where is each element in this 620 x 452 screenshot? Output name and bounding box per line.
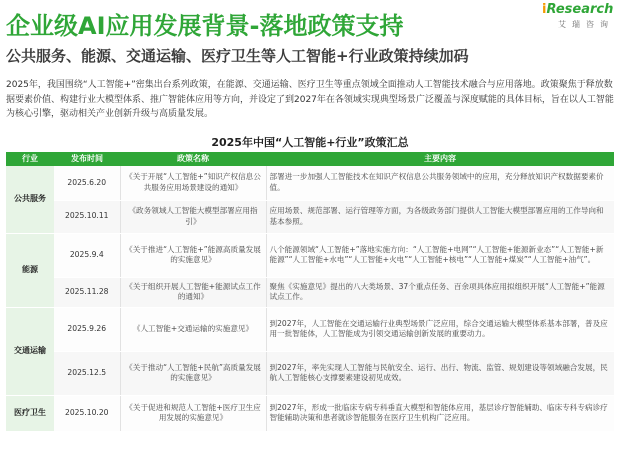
page-subtitle: 公共服务、能源、交通运输、医疗卫生等人工智能+行业政策持续加码	[6, 47, 469, 65]
column-header-industry: 行业	[6, 152, 54, 166]
table-row	[6, 200, 614, 233]
policy-name-cell: 《关于开展“人工智能+”知识产权信息公共服务应用场景建设的通知》	[120, 166, 266, 200]
date-cell: 2025.10.20	[54, 395, 120, 431]
table-row	[6, 395, 614, 431]
content-cell: 部署进一步加强人工智能技术在知识产权信息公共服务领域中的应用，充分释放知识产权数据要素价值。	[266, 166, 614, 200]
page-title: 企业级AI应用发展背景-落地政策支持	[6, 12, 404, 40]
policy-table	[6, 152, 614, 432]
column-header-policy-name: 政策名称	[120, 152, 266, 166]
date-cell: 2025.6.20	[54, 166, 120, 200]
industry-cell-transport: 交通运输	[6, 307, 54, 395]
policy-name-cell: 《政务领域人工智能大模型部署应用指引》	[120, 200, 266, 233]
logo-wordmark: iResearch	[542, 2, 614, 17]
policy-name-cell: 《关于促进和规范人工智能+医疗卫生应用发展的实施意见》	[120, 395, 266, 431]
logo-subtext: 艾瑞咨询	[558, 20, 614, 29]
content-cell: 应用场景、规范部署、运行管理等方面，为各级政务部门提供人工智能大模型部署应用的工作导向和基本参照。	[266, 200, 614, 233]
content-cell: 到2027年，人工智能在交通运输行业典型场景广泛应用，综合交通运输大模型体系基本部署，普及应用一批智能体，人工智能成为引领交通运输创新发展的重要动力。	[266, 307, 614, 351]
table-row	[6, 351, 614, 395]
policy-name-cell: 《关于推动“人工智能+民航”高质量发展的实施意见》	[120, 351, 266, 395]
table-row	[6, 277, 614, 307]
date-cell: 2025.10.11	[54, 200, 120, 233]
policy-name-cell: 《人工智能+交通运输的实施意见》	[120, 307, 266, 351]
date-cell: 2025.9.26	[54, 307, 120, 351]
content-cell: 八个能源领域“人工智能+”落地实施方向：“人工智能+电网”“人工智能+能源新业态”“人工智能+新能源”“人工智能+水电”“人工智能+火电”“人工智能+核电”“人工智能+煤炭”“人工智能+油气”。	[266, 233, 614, 277]
content-cell: 到2027年，率先实现人工智能与民航安全、运行、出行、物流、监管、规划建设等领域融合发展，民航人工智能核心支撑要素建设初见成效。	[266, 351, 614, 395]
content-cell: 到2027年，形成一批临床专病专科垂直大模型和智能体应用，基层诊疗智能辅助、临床专科专病诊疗智能辅助决策和患者就诊智能服务在医疗卫生机构广泛应用。	[266, 395, 614, 431]
intro-paragraph: 2025年，我国围绕“人工智能+”密集出台系列政策，在能源、交通运输、医疗卫生等重点领域全面推动人工智能技术融合与应用落地。政策聚焦于释放数据要素价值、构建行业大模型体系、推广智能体应用等方向，并设定了到2027年在各领域实现典型场景广泛覆盖与深度赋能的具体目标，旨在以人工智能为核心引擎，驱动相关产业创新升级与高质量发展。	[6, 80, 614, 119]
logo-i-letter: i	[542, 2, 547, 17]
content-cell: 聚焦《实施意见》提出的八大类场景、37个重点任务、百余项具体应用拟组织开展“人工智能+”能源试点工作。	[266, 277, 614, 307]
date-cell: 2025.9.4	[54, 233, 120, 277]
column-header-date: 发布时间	[54, 152, 120, 166]
industry-cell-healthcare: 医疗卫生	[6, 395, 54, 431]
iresearch-logo	[542, 2, 614, 36]
date-cell: 2025.12.5	[54, 351, 120, 395]
column-header-content: 主要内容	[266, 152, 614, 166]
policy-name-cell: 《关于推进“人工智能+”能源高质量发展的实施意见》	[120, 233, 266, 277]
table-header-row	[6, 152, 614, 166]
table-row	[6, 166, 614, 200]
industry-cell-energy: 能源	[6, 233, 54, 307]
date-cell: 2025.11.28	[54, 277, 120, 307]
table-title: 2025年中国“人工智能+行业”政策汇总	[211, 136, 409, 149]
table-row	[6, 307, 614, 351]
policy-name-cell: 《关于组织开展人工智能+能源试点工作的通知》	[120, 277, 266, 307]
industry-cell-public-service: 公共服务	[6, 166, 54, 233]
table-row	[6, 233, 614, 277]
